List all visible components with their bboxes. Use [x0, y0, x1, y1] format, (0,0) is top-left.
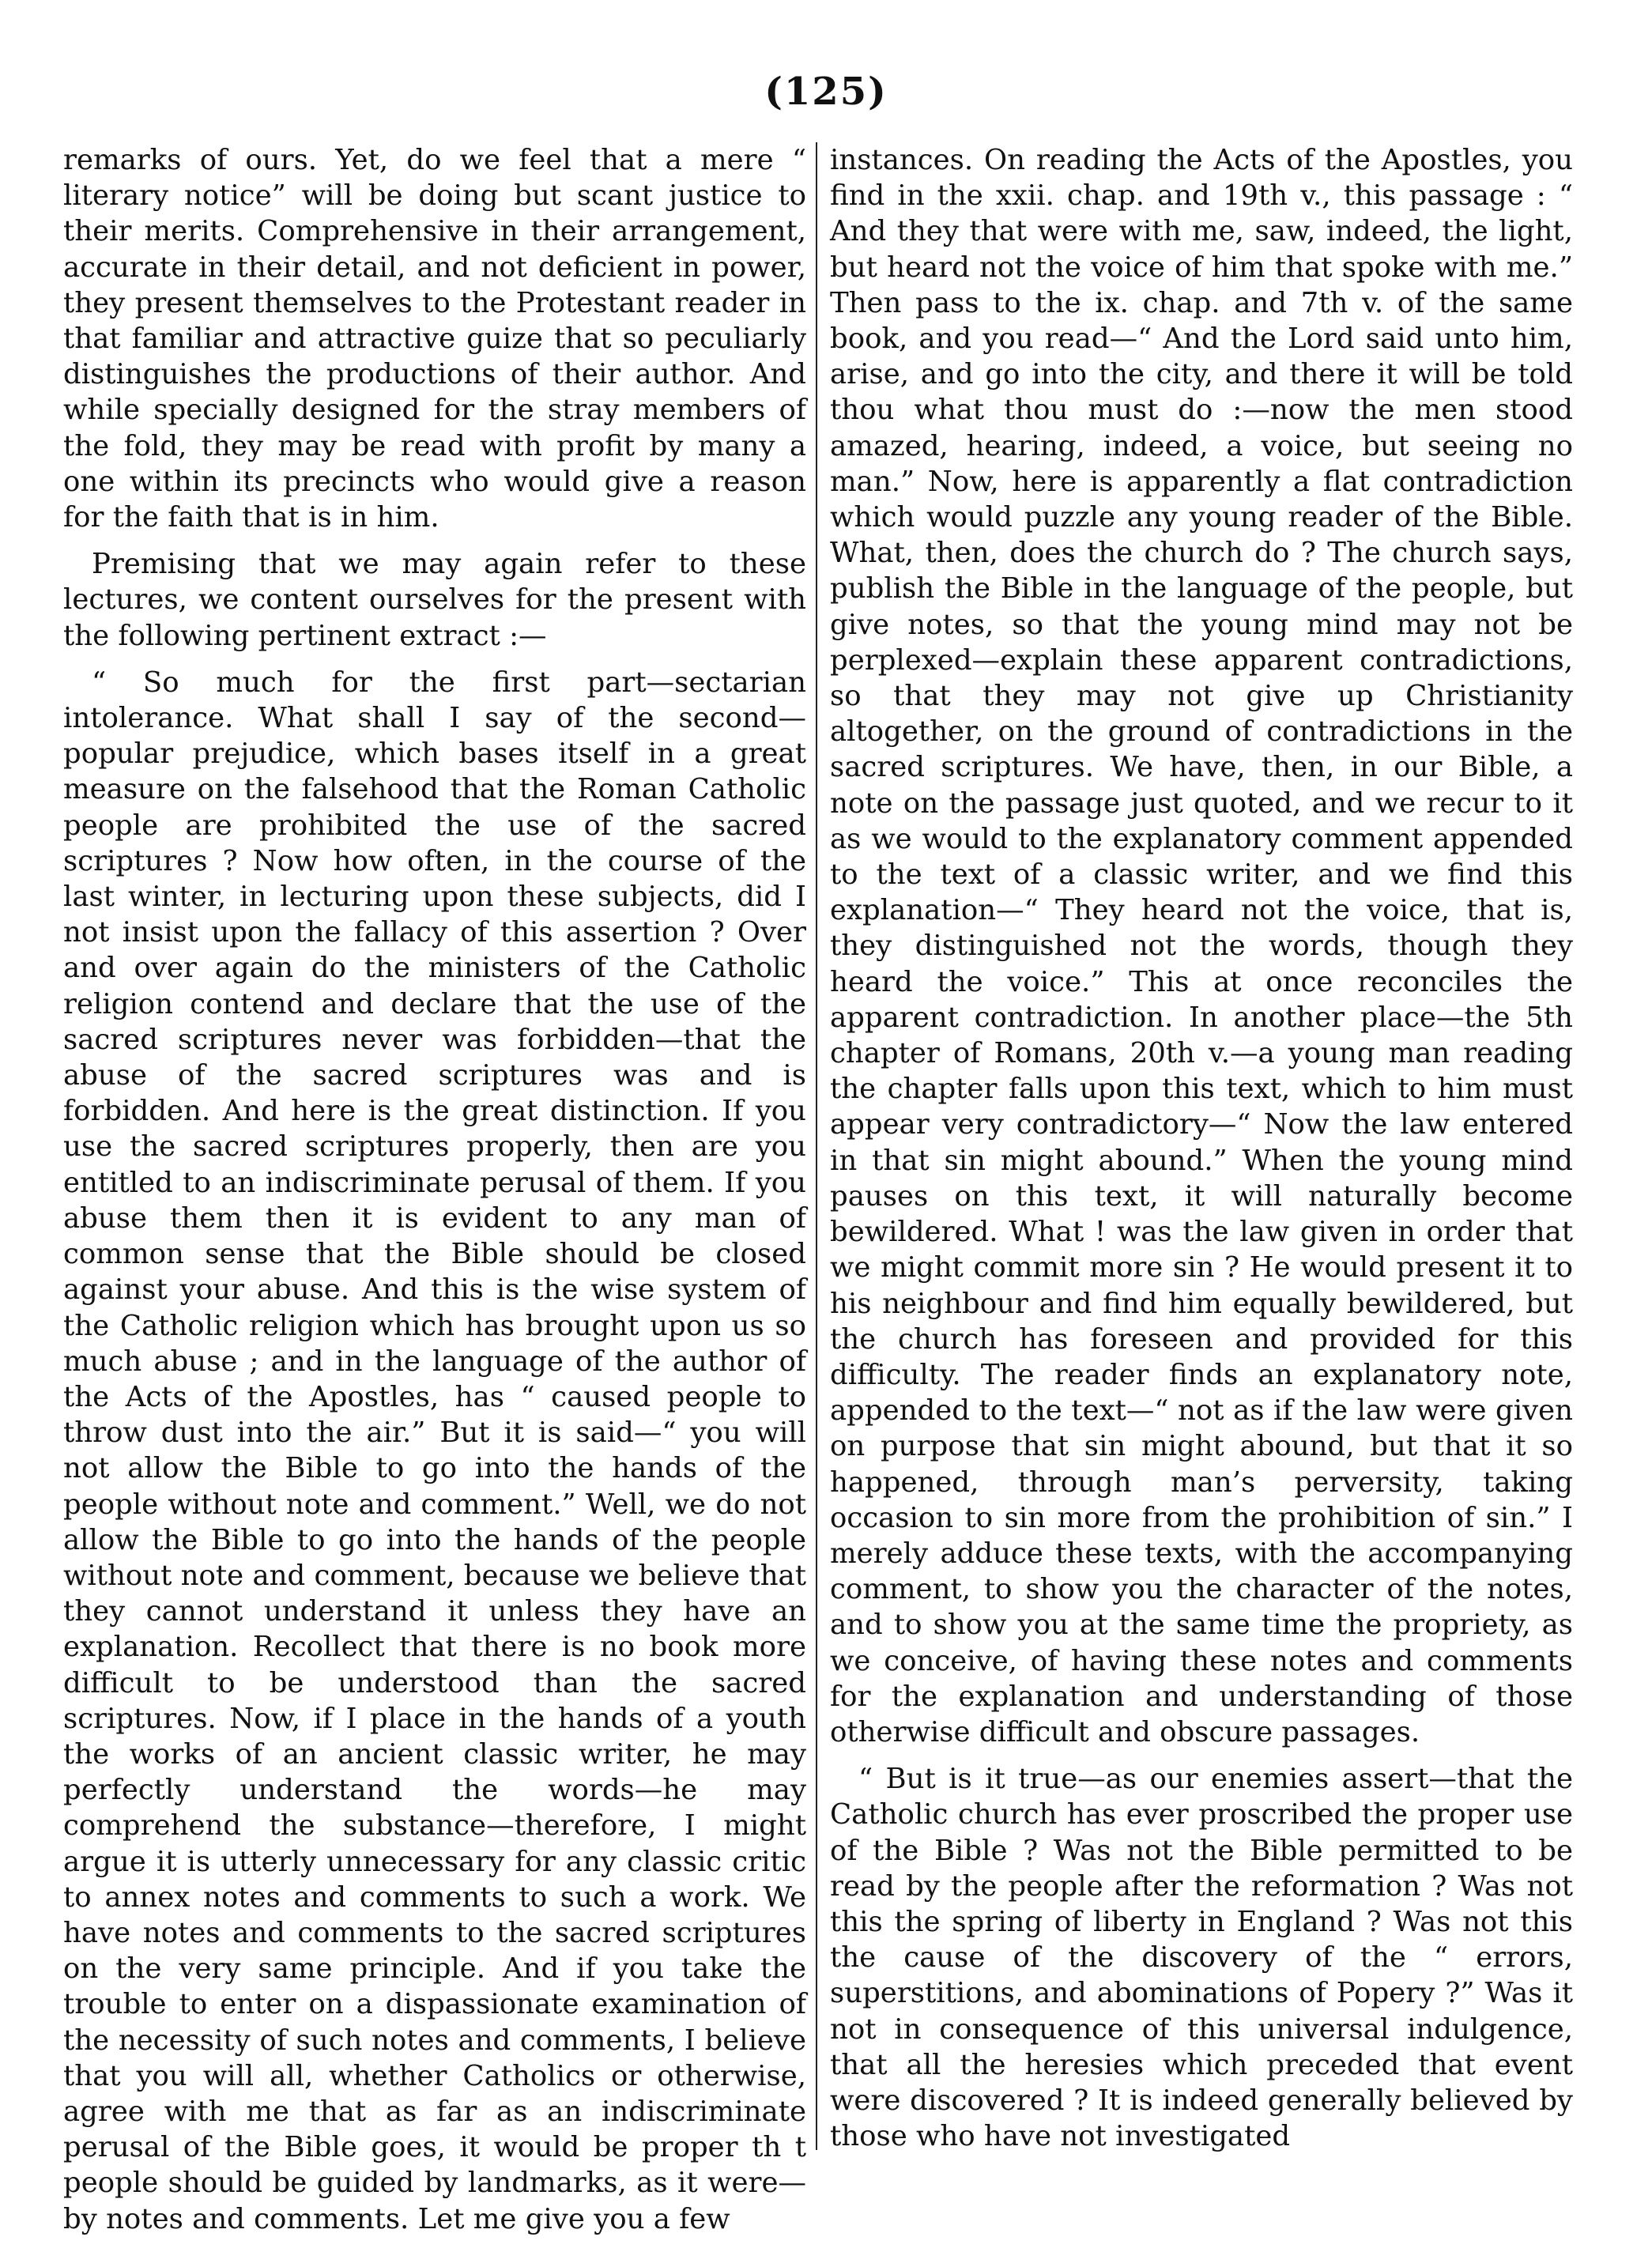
right-column	[830, 142, 1573, 2165]
left-column	[63, 142, 806, 2248]
left-paragraph-1: remarks of ours. Yet, do we feel that a mere “ literary notice” will be doing but scant justice to their merits. Comprehensive in their arrangement, accurate in their detail, and not deficient in power, they present themselves to the Protestant reader in that familiar and attractive guize that so peculiarly distinguishes the productions of their author. And while specially designed for the stray members of the fold, they may be read with profit by many a one within its precincts who would give a reason for the faith that is in him.	[63, 144, 806, 534]
right-paragraph-1: instances. On reading the Acts of the Apostles, you find in the xxii. chap. and 19th v., this passage : “ And they that were with me, saw, indeed, the light, but heard not the voice of him that spoke with me.” Then pass to the ix. chap. and 7th v. of the same book, and you read—“ And the Lord said unto him, arise, and go into the city, and there it will be told thou what thou must do :—now the men stood amazed, hearing, indeed, a voice, but seeing no man.” Now, here is apparently a flat contradiction which would puzzle any young reader of the Bible. What, then, does the church do ? The church says, publish the Bible in the language of the people, but give notes, so that the young mind may not be perplexed—explain these apparent contradictions, so that they may not give up Christianity altogether, on the ground of contradictions in the sacred scriptures. We have, then, in our Bible, a note on the passage just quoted, and we recur to it as we would to the explanatory comment appended to the text of a classic writer, and we find this explanation—“ They heard not the voice, that is, they distinguished not the words, though they heard the voice.” This at once reconciles the apparent contradiction. In another place—the 5th chapter of Romans, 20th v.—a young man reading the chapter falls upon this text, which to him must appear very contradictory—“ Now the law entered in that sin might abound.” When the young mind pauses on this text, it will naturally become bewildered. What ! was the law given in order that we might commit more sin ? He would present it to his neighbour and find him equally bewildered, but the church has foreseen and provided for this difficulty. The reader finds an explanatory note, appended to the text—“ not as if the law were given on purpose that sin might abound, but that it so happened, through man’s perversity, taking occasion to sin more from the prohibition of sin.” I merely adduce these texts, with the accompanying comment, to show you the character of the notes, and to show you at the same time the propriety, as we conceive, of having these notes and comments for the explanation and understanding of those otherwise difficult and obscure passages.	[830, 144, 1573, 1748]
right-paragraph-2: “ But is it true—as our enemies assert—that the Catholic church has ever proscribed the proper use of the Bible ? Was not the Bible permitted to be read by the people after the reformation ? Was not this the spring of liberty in England ? Was not this the cause of the discovery of the “ errors, superstitions, and abominations of Popery ?” Was it not in consequence of this universal indulgence, that all the heresies which preceded that event were discovered ? It is indeed generally believed by those who have not investigated	[830, 1763, 1573, 2153]
left-paragraph-2: Premising that we may again refer to these lectures, we content ourselves for the present with the following pertinent extract :—	[63, 548, 806, 652]
left-paragraph-3: “ So much for the first part—sectarian intolerance. What shall I say of the second—popular prejudice, which bases itself in a great measure on the falsehood that the Roman Catholic people are prohibited the use of the sacred scriptures ? Now how often, in the course of the last winter, in lecturing upon these subjects, did I not insist upon the fallacy of this assertion ? Over and over again do the ministers of the Catholic religion contend and declare that the use of the sacred scriptures never was forbidden—that the abuse of the sacred scriptures was and is forbidden. And here is the great distinction. If you use the sacred scriptures properly, then are you entitled to an indiscriminate perusal of them. If you abuse them then it is evident to any man of common sense that the Bible should be closed against your abuse. And this is the wise system of the Catholic religion which has brought upon us so much abuse ; and in the language of the author of the Acts of the Apostles, has “ caused people to throw dust into the air.” But it is said—“ you will not allow the Bible to go into the hands of the people without note and comment.” Well, we do not allow the Bible to go into the hands of the people without note and comment, because we believe that they cannot understand it unless they have an explanation. Recollect that there is no book more difficult to be understood than the sacred scriptures. Now, if I place in the hands of a youth the works of an ancient classic writer, he may perfectly understand the words—he may comprehend the substance—therefore, I might argue it is utterly unnecessary for any classic critic to annex notes and comments to such a work. We have notes and comments to the sacred scriptures on the very same principle. And if you take the trouble to enter on a dispassionate examination of the necessity of such notes and comments, I believe that you will all, whether Catholics or otherwise, agree with me that as far as an indiscriminate perusal of the Bible goes, it would be proper th t people should be guided by landmarks, as it were—by notes and comments. Let me give you a few	[63, 666, 806, 2235]
column-divider	[816, 142, 817, 2150]
page-number: (125)	[764, 70, 888, 114]
